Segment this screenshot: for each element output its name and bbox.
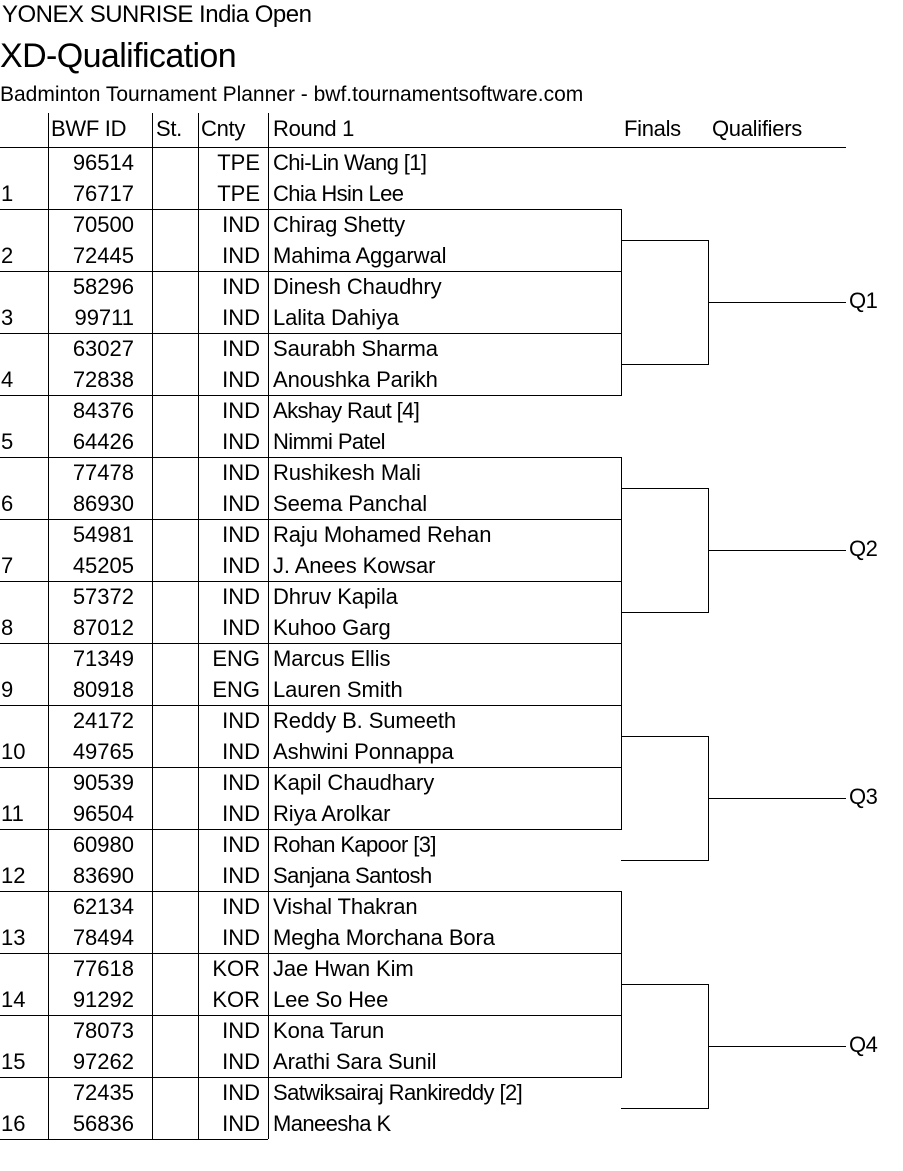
qualifier-line: [708, 798, 846, 799]
country-code: TPE: [217, 150, 260, 175]
bwf-id: 78073: [72, 1018, 134, 1043]
player-name: Lalita Dahiya: [273, 305, 399, 330]
player-name: Kona Tarun: [273, 1018, 385, 1043]
country-code: IND: [222, 243, 260, 268]
country-code: IND: [222, 522, 260, 547]
col-header-country: Cnty: [201, 116, 246, 141]
entry-number: 9: [1, 677, 14, 702]
match-box-top: [268, 581, 622, 582]
entry-number: 8: [1, 615, 14, 640]
bwf-id: 70500: [72, 212, 134, 237]
match-box-top: [268, 209, 622, 210]
match-box-top: [268, 271, 622, 272]
bwf-id: 97262: [72, 1049, 134, 1074]
bwf-id: 77618: [72, 956, 134, 981]
country-code: IND: [222, 398, 260, 423]
bwf-id: 77478: [72, 460, 134, 485]
qualifier-label: Q4: [849, 1032, 878, 1057]
match-box-right: [621, 891, 622, 953]
entry-number: 10: [1, 739, 26, 764]
player-name: Sanjana Santosh: [273, 863, 432, 888]
bwf-id: 58296: [72, 274, 134, 299]
country-code: IND: [222, 1018, 260, 1043]
player-name: Rohan Kapoor [3]: [273, 832, 436, 857]
bwf-id: 86930: [72, 491, 134, 516]
player-name: Satwiksairaj Rankireddy [2]: [273, 1080, 523, 1105]
tournament-title: YONEX SUNRISE India Open: [2, 1, 312, 28]
bwf-id: 91292: [72, 987, 134, 1012]
entry-number: 5: [1, 429, 14, 454]
bwf-id: 72435: [72, 1080, 134, 1105]
entry-number: 14: [1, 987, 26, 1012]
bwf-id: 96504: [72, 801, 134, 826]
player-name: Vishal Thakran: [273, 894, 418, 919]
entry-number: 2: [1, 243, 14, 268]
match-box-right: [621, 271, 622, 333]
match-box-right: [621, 519, 622, 581]
player-name: Chi-Lin Wang [1]: [273, 150, 427, 175]
country-code: IND: [222, 367, 260, 392]
country-code: IND: [222, 1080, 260, 1105]
entry-number: 12: [1, 863, 26, 888]
country-code: TPE: [217, 181, 260, 206]
finals-line-b: [621, 1108, 709, 1109]
entry-number: 4: [1, 367, 14, 392]
bwf-id: 72838: [72, 367, 134, 392]
player-name: Akshay Raut [4]: [273, 398, 420, 423]
player-name: Nimmi Patel: [273, 429, 385, 454]
bwf-id: 90539: [72, 770, 134, 795]
bwf-id: 45205: [72, 553, 134, 578]
match-box-top: [268, 457, 622, 458]
col-header-round1: Round 1: [273, 116, 355, 141]
player-name: Lauren Smith: [273, 677, 403, 702]
player-name: Kuhoo Garg: [273, 615, 391, 640]
player-name: Jae Hwan Kim: [273, 956, 414, 981]
bwf-id: 84376: [72, 398, 134, 423]
finals-line-b: [621, 364, 709, 365]
qualifier-label: Q1: [849, 288, 878, 313]
match-box-top: [268, 767, 622, 768]
player-name: Rushikesh Mali: [273, 460, 421, 485]
col-rule-id: [48, 113, 49, 1139]
player-name: Kapil Chaudhary: [273, 770, 435, 795]
player-name: Maneesha K: [273, 1111, 391, 1136]
player-name: Ashwini Ponnappa: [273, 739, 454, 764]
country-code: IND: [222, 801, 260, 826]
entry-separator: [0, 1139, 268, 1140]
qualifier-label: Q2: [849, 536, 878, 561]
country-code: KOR: [212, 987, 260, 1012]
bwf-id: 76717: [72, 181, 134, 206]
match-box-top: [268, 519, 622, 520]
bwf-id: 71349: [72, 646, 134, 671]
country-code: IND: [222, 553, 260, 578]
bwf-id: 64426: [72, 429, 134, 454]
entry-number: 3: [1, 305, 14, 330]
country-code: KOR: [212, 956, 260, 981]
qualifier-label: Q3: [849, 784, 878, 809]
entry-number: 11: [1, 801, 24, 826]
bwf-id: 78494: [72, 925, 134, 950]
country-code: IND: [222, 336, 260, 361]
bwf-id: 24172: [72, 708, 134, 733]
col-header-bwf-id: BWF ID: [51, 116, 127, 141]
player-name: Megha Morchana Bora: [273, 925, 495, 950]
country-code: IND: [222, 832, 260, 857]
finals-line-a: [621, 240, 709, 241]
match-box-top: [268, 705, 622, 706]
finals-line-b: [621, 860, 709, 861]
bwf-id: 56836: [72, 1111, 134, 1136]
entry-number: 7: [1, 553, 14, 578]
player-name: Mahima Aggarwal: [273, 243, 447, 268]
player-name: Chirag Shetty: [273, 212, 405, 237]
player-name: Marcus Ellis: [273, 646, 391, 671]
bwf-id: 62134: [72, 894, 134, 919]
finals-line-a: [621, 984, 709, 985]
bwf-id: 83690: [72, 863, 134, 888]
country-code: IND: [222, 770, 260, 795]
entry-number: 1: [1, 181, 14, 206]
match-box-top: [268, 333, 622, 334]
bwf-id: 96514: [72, 150, 134, 175]
country-code: IND: [222, 863, 260, 888]
col-header-qualifiers: Qualifiers: [712, 116, 802, 141]
country-code: IND: [222, 305, 260, 330]
entry-number: 16: [1, 1111, 26, 1136]
country-code: IND: [222, 460, 260, 485]
player-name: Lee So Hee: [273, 987, 389, 1012]
match-box-right: [621, 767, 622, 829]
player-name: Riya Arolkar: [273, 801, 391, 826]
bwf-id: 49765: [72, 739, 134, 764]
bwf-id: 54981: [72, 522, 134, 547]
player-name: Seema Panchal: [273, 491, 428, 516]
entry-number: 13: [1, 925, 26, 950]
country-code: IND: [222, 708, 260, 733]
country-code: IND: [222, 894, 260, 919]
entry-number: 6: [1, 491, 14, 516]
match-box-top: [268, 891, 622, 892]
player-name: Raju Mohamed Rehan: [273, 522, 492, 547]
match-box-top: [268, 953, 622, 954]
qualifier-line: [708, 550, 846, 551]
player-name: Chia Hsin Lee: [273, 181, 404, 206]
player-name: Dinesh Chaudhry: [273, 274, 442, 299]
col-header-status: St.: [156, 116, 182, 141]
player-name: Dhruv Kapila: [273, 584, 398, 609]
bwf-id: 60980: [72, 832, 134, 857]
col-rule-status: [152, 113, 153, 1139]
player-name: J. Anees Kowsar: [273, 553, 436, 578]
event-title: XD-Qualification: [0, 37, 237, 75]
bwf-id: 80918: [72, 677, 134, 702]
bwf-id: 72445: [72, 243, 134, 268]
country-code: IND: [222, 212, 260, 237]
match-box-top: [268, 643, 622, 644]
country-code: IND: [222, 1049, 260, 1074]
qualifier-line: [708, 302, 846, 303]
bwf-id: 57372: [72, 584, 134, 609]
finals-line-a: [621, 488, 709, 489]
bwf-id: 63027: [72, 336, 134, 361]
country-code: IND: [222, 491, 260, 516]
player-name: Reddy B. Sumeeth: [273, 708, 457, 733]
qualifier-line: [708, 1046, 846, 1047]
player-name: Anoushka Parikh: [273, 367, 438, 392]
country-code: IND: [222, 1111, 260, 1136]
player-name: Arathi Sara Sunil: [273, 1049, 437, 1074]
country-code: IND: [222, 739, 260, 764]
match-box-right: [621, 1015, 622, 1077]
country-code: ENG: [212, 677, 260, 702]
finals-line-a: [621, 736, 709, 737]
planner-subtitle: Badminton Tournament Planner - bwf.tournamentsoftware.com: [0, 83, 584, 106]
country-code: IND: [222, 274, 260, 299]
country-code: IND: [222, 925, 260, 950]
country-code: ENG: [212, 646, 260, 671]
country-code: IND: [222, 584, 260, 609]
bwf-id: 87012: [72, 615, 134, 640]
col-rule-name: [268, 113, 269, 1139]
country-code: IND: [222, 615, 260, 640]
entry-number: 15: [1, 1049, 26, 1074]
country-code: IND: [222, 429, 260, 454]
match-box-top: [268, 1015, 622, 1016]
player-name: Saurabh Sharma: [273, 336, 438, 361]
bwf-id: 99711: [74, 305, 134, 330]
finals-line-b: [621, 612, 709, 613]
match-box-right: [621, 643, 622, 705]
col-header-finals: Finals: [624, 116, 681, 141]
